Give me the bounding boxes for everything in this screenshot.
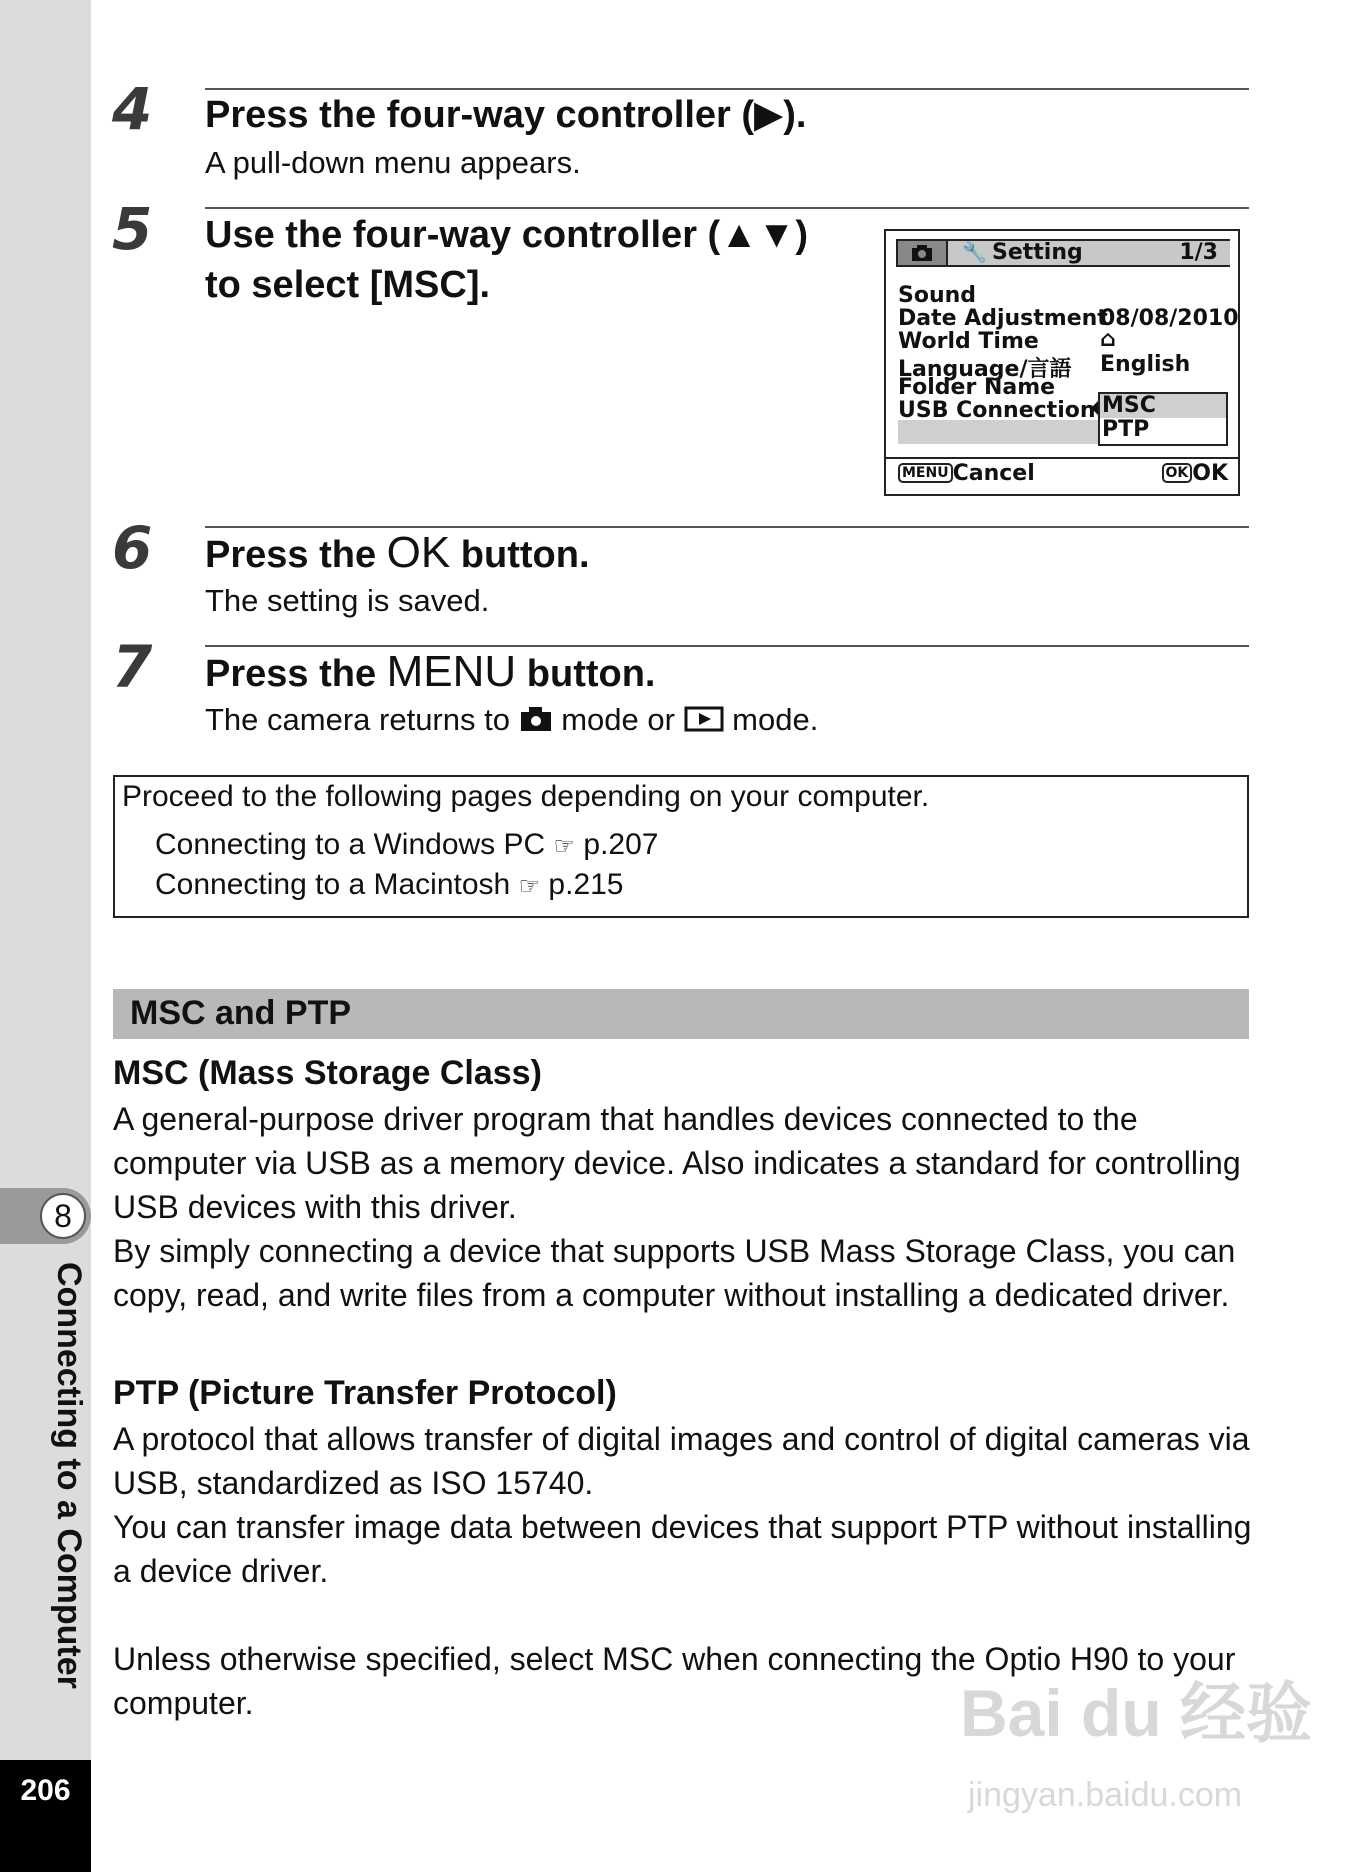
note-link-windows[interactable]	[155, 828, 658, 862]
usb-mode-dropdown	[1098, 392, 1228, 446]
step-5-number: 5	[112, 195, 153, 263]
ok-button-glyph: OK	[386, 528, 451, 577]
setting-tab-label: Setting	[992, 240, 1083, 265]
step-5-title-line1: Use the four-way controller (▲▼)	[205, 214, 809, 256]
menu-button-glyph: MENU	[386, 647, 517, 696]
cancel-label: Cancel	[952, 461, 1035, 486]
msc-heading: MSC (Mass Storage Class)	[113, 1054, 542, 1092]
msc-paragraph-1: A general-purpose driver program that handles devices connected to the computer via USB as a memory device. Also indicates a standard for controlling USB devices with this driver.	[113, 1101, 1241, 1225]
menu-row-date-adjustment: Date Adjustment	[898, 306, 1108, 331]
section-title: MSC and PTP	[130, 994, 352, 1032]
step-7-desc-pre: The camera returns to	[205, 702, 519, 737]
baidu-watermark-url: jingyan.baidu.com	[968, 1776, 1243, 1814]
camera-setting-screen	[884, 229, 1240, 496]
note-link-macintosh-text: Connecting to a Macintosh	[155, 868, 511, 901]
ok-hint	[1162, 461, 1229, 486]
menu-row-language: Language/言語	[898, 357, 1072, 382]
note-link-windows-text: Connecting to a Windows PC	[155, 828, 546, 861]
chapter-number: 8	[40, 1193, 86, 1239]
ok-label: OK	[1192, 461, 1228, 486]
ptp-paragraph-2: You can transfer image data between devices that support PTP without installing a device driver.	[113, 1509, 1252, 1589]
msc-paragraph-2: By simply connecting a device that supports USB Mass Storage Class, you can copy, read, and write files from a computer without installing a dedicated driver.	[113, 1233, 1236, 1313]
note-link-macintosh[interactable]	[155, 868, 624, 902]
camera-tab	[898, 241, 946, 265]
step-4-title: Press the four-way controller (▶).	[205, 94, 807, 136]
dropdown-option-ptp: PTP	[1102, 417, 1150, 442]
step-7-rule	[205, 645, 1249, 647]
closing-paragraph: Unless otherwise specified, select MSC when connecting the Optio H90 to your computer.	[113, 1641, 1236, 1721]
step-7-desc-mid: mode or	[552, 702, 684, 737]
left-arrow-icon	[1091, 401, 1098, 415]
step-7-desc-post: mode.	[723, 702, 819, 737]
setting-page-indicator: 1/3	[1179, 240, 1218, 265]
cancel-hint	[898, 461, 1035, 486]
chapter-title: Connecting to a Computer	[50, 1262, 88, 1689]
step-6-title-post: button.	[450, 534, 590, 576]
step-6-title-pre: Press the	[205, 534, 387, 576]
page-number: 206	[20, 1774, 71, 1807]
note-link-windows-page: p.207	[583, 828, 659, 861]
camera-icon	[898, 241, 946, 265]
dropdown-option-msc: MSC	[1102, 393, 1156, 418]
pointing-hand-icon: ☞	[553, 833, 576, 860]
step-6-rule	[205, 526, 1249, 528]
step-4-description: A pull-down menu appears.	[205, 145, 581, 180]
step-5-rule	[205, 207, 1249, 209]
baidu-watermark: Bai du 经验	[960, 1676, 1313, 1750]
ptp-heading: PTP (Picture Transfer Protocol)	[113, 1374, 617, 1412]
home-icon: ⌂	[1100, 327, 1116, 352]
step-7-title-post: button.	[516, 653, 656, 695]
step-4-number: 4	[112, 75, 153, 143]
language-value: English	[1100, 352, 1191, 377]
step-6-number: 6	[112, 514, 153, 582]
pointing-hand-icon: ☞	[518, 873, 541, 900]
usb-connection-highlight	[898, 420, 1098, 444]
ok-key-icon: OK	[1162, 463, 1193, 483]
step-6-description: The setting is saved.	[205, 583, 490, 618]
note-link-macintosh-page: p.215	[548, 868, 624, 901]
camera-menu-tabs	[896, 239, 1230, 267]
wrench-icon: 🔧	[962, 240, 987, 264]
camera-mode-icon	[519, 705, 553, 733]
step-5-title-line2: to select [MSC].	[205, 264, 491, 306]
step-4-rule	[205, 88, 1249, 90]
playback-mode-icon	[684, 705, 724, 733]
menu-row-sound: Sound	[898, 283, 977, 308]
camera-footer-divider	[886, 457, 1238, 459]
step-6-title	[205, 530, 590, 578]
note-intro: Proceed to the following pages depending on your computer.	[122, 780, 930, 813]
menu-row-usb-connection: USB Connection	[898, 398, 1096, 423]
date-value: 08/08/2010	[1100, 306, 1239, 331]
step-7-title	[205, 649, 656, 697]
setting-tab	[946, 241, 1230, 265]
menu-row-world-time: World Time	[898, 329, 1039, 354]
step-7-number: 7	[112, 633, 153, 701]
step-7-description	[205, 701, 818, 739]
menu-key-icon: MENU	[898, 463, 953, 483]
step-7-title-pre: Press the	[205, 653, 387, 695]
ptp-paragraph-1: A protocol that allows transfer of digital images and control of digital cameras via USB, standardized as ISO 15740.	[113, 1421, 1250, 1501]
menu-row-folder-name: Folder Name	[898, 375, 1056, 400]
